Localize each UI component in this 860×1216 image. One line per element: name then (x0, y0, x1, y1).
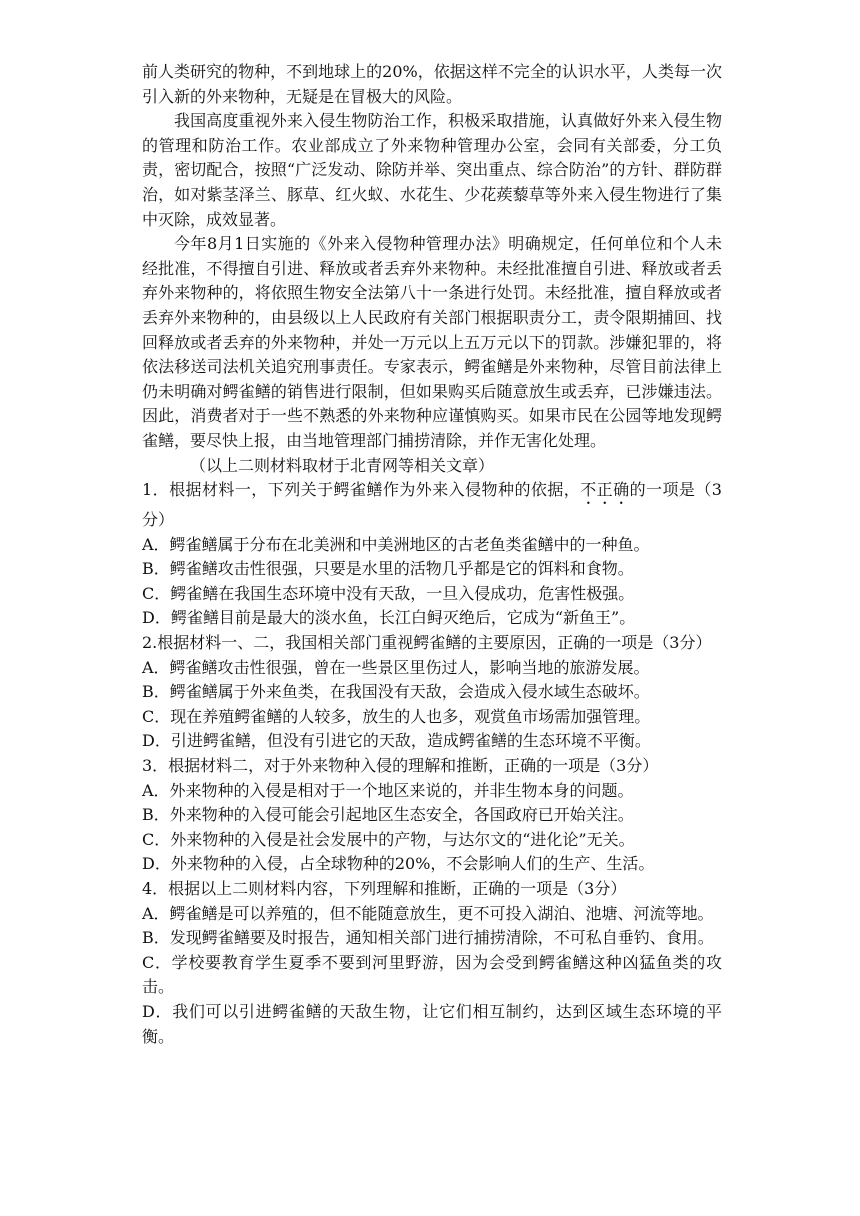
question-3-option-c: C．外来物种的入侵是社会发展中的产物，与达尔文的“进化论”无关。 (142, 829, 635, 849)
passage-paragraph-policy: 我国高度重视外来入侵生物防治工作，积极采取措施，认真做好外来入侵生物的管理和防治工作。农业部成立了外来物种管理办公室，会同有关部委，分工负责，密切配合，按照“广泛发动、除防并举、突出重点、综合防治”的方针、群防群治，如对紫茎泽兰、豚草、红火蚁、水花生、少花蒺藜草等外来入侵生物进行了集中灭除，成效显著。 (142, 111, 722, 229)
question-4-option-d: D．我们可以引进鳄雀鳝的天敌生物，让它们相互制约，达到区域生态环境的平衡。 (142, 1001, 722, 1046)
question-3-option-b: B．外来物种的入侵可能会引起地区生态安全，各国政府已开始关注。 (142, 805, 634, 825)
question-1-option-d: D．鳄雀鳝目前是最大的淡水鱼，长江白鲟灭绝后，它成为“新鱼王”。 (142, 608, 636, 628)
document-body (142, 60, 722, 1049)
question-4-option-b: B．发现鳄雀鳝要及时报告，通知相关部门进行捕捞清除，不可私自垂钓、食用。 (142, 928, 714, 948)
question-4-stem: 4．根据以上二则材料内容，下列理解和推断，正确的一项是（3分） (142, 879, 627, 898)
question-2 (142, 631, 722, 754)
question-1-option-b: B．鳄雀鳝攻击性很强，只要是水里的活物几乎都是它的饵料和食物。 (142, 559, 634, 579)
question-4-option-c: C．学校要教育学生夏季不要到河里野游，因为会受到鳄雀鳝这种凶猛鱼类的攻击。 (142, 952, 722, 997)
question-1-option-a: A．鳄雀鳝属于分布在北美洲和中美洲地区的古老鱼类雀鳝中的一种鱼。 (142, 534, 650, 554)
passage-paragraph-law: 今年8月1日实施的《外来入侵物种管理办法》明确规定，任何单位和个人未经批准，不得擅自引进、释放或者丢弃外来物种。未经批准擅自引进、释放或者丢弃外来物种的，将依照生物安全法第八十一条进行处罚。未经批准，擅自释放或者丢弃外来物种的，由县级以上人民政府有关部门根据职责分工，责令限期捕回、找回释放或者丢弃的外来物种，并处一万元以上五万元以下的罚款。涉嫌犯罪的，将依法移送司法机关追究刑事责任。专家表示，鳄雀鳝是外来物种，尽管目前法律上仍未明确对鳄雀鳝的销售进行限制，但如果购买后随意放生或丢弃，已涉嫌违法。因此，消费者对于一些不熟悉的外来物种应谨慎购买。如果市民在公园等地发现鳄雀鳝，要尽快上报，由当地管理部门捕捞清除，并作无害化处理。 (142, 234, 722, 450)
material-source-note: （以上二则材料取材于北青网等相关文章） (190, 455, 495, 475)
question-2-option-d: D．引进鳄雀鳝，但没有引进它的天敌，造成鳄雀鳝的生态环境不平衡。 (142, 731, 651, 751)
question-2-option-a: A．鳄雀鳝攻击性很强，曾在一些景区里伤过人，影响当地的旅游发展。 (142, 657, 650, 677)
question-1-stem-text: 1．根据材料一，下列关于鳄雀鳝作为外来入侵物种的依据， (142, 480, 581, 500)
question-1 (142, 478, 722, 631)
question-4-option-a: A．鳄雀鳝是可以养殖的，但不能随意放生，更不可投入湖泊、池塘、河流等地。 (142, 903, 714, 923)
question-2-option-b: B．鳄雀鳝属于外来鱼类，在我国没有天敌，会造成入侵水域生态破坏。 (142, 682, 650, 702)
question-3 (142, 754, 722, 877)
question-1-option-c: C．鳄雀鳝在我国生态环境中没有天敌，一旦入侵成功，危害性极强。 (142, 583, 635, 603)
question-1-stem-tail: 的一项是（3分） (142, 480, 722, 530)
question-1-emphasis: 不正确 (580, 480, 630, 500)
question-3-option-a: A．外来物种的入侵是相对于一个地区来说的，并非生物本身的问题。 (142, 780, 634, 800)
question-2-stem: 2.根据材料一、二，我国相关部门重视鳄雀鳝的主要原因，正确的一项是（3分） (142, 633, 712, 653)
question-4 (142, 877, 722, 1049)
question-3-option-d: D．外来物种的入侵，占全球物种的20%，不会影响人们的生产、生活。 (142, 854, 655, 874)
question-1-stem (142, 478, 722, 533)
passage-continuation: 前人类研究的物种，不到地球上的20%，依据这样不完全的认识水平，人类每一次引入新的外来物种，无疑是在冒极大的风险。 (142, 62, 722, 106)
question-2-option-c: C．现在养殖鳄雀鳝的人较多，放生的人也多，观赏鱼市场需加强管理。 (142, 706, 651, 726)
question-3-stem: 3．根据材料二，对于外来物种入侵的理解和推断，正确的一项是（3分） (142, 756, 659, 776)
